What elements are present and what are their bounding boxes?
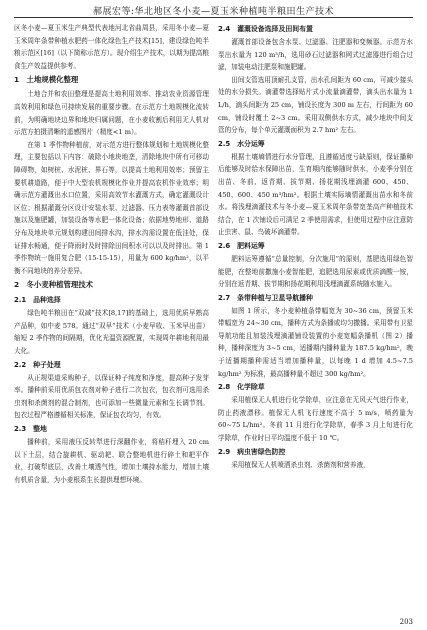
right-column [218,22,413,471]
paragraph: 采用植保无人机喷洒杀虫剂、杀菌剂和营养液， [231,460,370,469]
page-number: 203 [399,618,413,626]
running-header: 郝展宏等:华北地区冬小麦—夏玉米种植吨半粮田生产技术 [92,7,335,17]
left-column [14,22,209,486]
paragraph: 肥料运筹遵循“总量控制，分次施用”的原则，基肥选用绿色智能肥，在整地前撒施小麦智能肥，追肥选用尿素或优质滴酸一铵，分别在返青期、拔节期和扬花期利用浅埋滴灌系统随水施入。 [218,254,413,289]
subsection-heading-2-9: 2.9 病虫害绿色防控 [218,447,286,456]
subsection-heading-2-3: 2.3 整地 [14,425,47,434]
paragraph: 如图 1 所示，冬小麦种植条带幅宽为 30~36 cm，预留玉米带幅宽为 24~30 cm，播种方式为条播或均匀撒播。采用带有卫星导航功能且加装浅埋滴灌铺设装置的小麦宽幅条播机（图 2）播种，播种深度为 3~5 cm，适播期内播种量为 187.5 kg/hm²，晚于适播期播种需适当增加播种量，以每晚 1 d 增加 4.5~7.5 kg/hm² 为标准，最高播种量不超过 300 kg/hm²。 [218,306,413,378]
paragraph: 灌溉首部设备包含水泵、过滤器、注肥器和变频器。示范方水泵出水量为 120 m³/h，选用砂石过滤器和网式过滤器进行组合过滤，加装电动注肥泵和施肥罐。 [218,38,413,72]
paragraph: 采用植保无人机进行化学除草，应注意在无风天气进行作业，防止药液漂移。植保无人机飞行速度不高于 5 m/s，喷药量为 60~75 L/hm²。冬前 11 月进行化学除草，春季 3 月上旬进行化学除草，作业时日平均温度不低于 10 ℃。 [218,396,413,443]
paragraph: 田间支管选用顶耐孔支管，出水孔间距为 60 cm，可减少接头处的水分损失。滴灌带选择贴片式小流量滴灌带，滴头出水量为 1 L/h，滴头间距为 25 cm，铺设长度为 300 m 左右，行间距为 60 cm，铺设时覆土 2~3 cm。采用双侧供水方式，减少地块中间支管的分布，每个单元灌溉面积为 2.7 hm² 左右。 [218,75,413,135]
paragraph: 土地合并和农田整理是提高土地利用效率、推动农业资源管理高效利用和绿色可持续发展的重要步骤。在示范方土地规模化流转前，为明确地块边界和地块归属问题，在小麦收割后利用无人机对示范方拍摄清晰的遥感图片（精度<1 m）。 [14,90,209,137]
intro-paragraph: 区冬小麦—夏玉米生产典型代表地河北省曲周县，采用冬小麦—夏玉米周年条带种植水肥药一体化绿色生产技术[15]，建设绿色吨半粮示范区[16]（以下简称示范方）。现介绍生产技术，以期为提高粮食生产效益提供参考。 [14,24,209,70]
subsection-heading-2-7: 2.7 条带种植与卫星导航播种 [218,293,313,302]
subsection-heading-2-2: 2.2 种子处理 [14,360,61,369]
paragraph: 绿色吨半粮田在“双减”技术[8,17]的基础上，选用优质早熟高产品种，如中麦 578。通过“双早”技术（小麦早收、玉米早出苗）缩短 2 季作物的间隔期，优化光温资源配置，实现周年耕地利用最大化。 [14,309,209,356]
subsection-heading-2-6: 2.6 肥料运筹 [218,241,265,250]
subsection-heading-2-5: 2.5 水分运筹 [218,139,265,148]
paragraph: 从正规渠道采购种子，以保证种子纯度和净度，提高种子发芽率。播种前采用优质包衣剂对种子进行二次包衣，包衣剂可选用杀虫剂和杀菌剂的混合制剂，也可添加一些微量元素和生长调节剂。包衣过程严格遵循相关标准，保证包衣均匀，有效。 [14,373,209,420]
section-heading-1: 1 土地规模化整理 [14,75,79,85]
paragraph: 在第 1 季作物种植前，对示范方进行整体规划和土地规模化整理，主要包括以下内容：破除小地块地垄，清除地块中所有可移动障碍物，如树桩、水泥桩、界石等，以提高土地利用效率；预留主要机耕道路，便于中大型农机规模化作业并提高农机作业效率；明确示范方灌溉出水口位置，采用高效节水灌溉方式，确定灌溉设计区位；根据灌溉分区设计安装水泵、过滤器、压力表等灌溉首部设施以及施肥罐，加装设备等水肥一体化设备；依据地势地形、道路分布及地块单元规划构建田间排水沟，排水沟需设置在低洼处，保证排水畅通，便于降雨时及时排除田间积水可以以及时排出。第 1 季作物统一施用复合肥（15-15-15），用量为 600 kg/hm²，以平衡不同地块的养分差异。 [14,140,209,275]
header-rule [14,17,413,18]
subsection-heading-2-4: 2.4 灌溉设备选择及田间布置 [218,25,313,33]
paragraph: 播种前，采用液压反转犁进行深翻作业，将秸秆埋入 20 cm 以下土层，结合旋耕机、驱动耙、联合整地机进行碎土和耙平作业，打破犁底层，改善土壤透气性，增加土壤持水能力，增加土壤有机质含量，为小麦根系生长提供理想环境。 [14,438,209,484]
paragraph: 根据土壤墒情进行水分管理，且遵循适度亏缺原则，保证播种后能够及时给水保障出苗，生育期内能够随时供水，小麦季分别在出苗、冬前、返青期、拔节期、扬花期浅埋滴灌 600、450、450、600、450 m³/hm²。根据土壤实际墒情灌溉出苗水和冬前水。将浅埋滴灌技术与冬小麦—夏玉米周年条带宽垄高产种植技术结合，在 1 次铺设后可满足 2 季使用需求，但使用过程中应注意防止虫害、鼠、鸟破坏滴灌带。 [218,152,413,237]
section-heading-2: 2 冬小麦种植管理技术 [14,280,94,290]
subsection-heading-2-8: 2.8 化学除草 [218,383,265,392]
subsection-heading-2-1: 2.1 品种选择 [14,296,61,305]
